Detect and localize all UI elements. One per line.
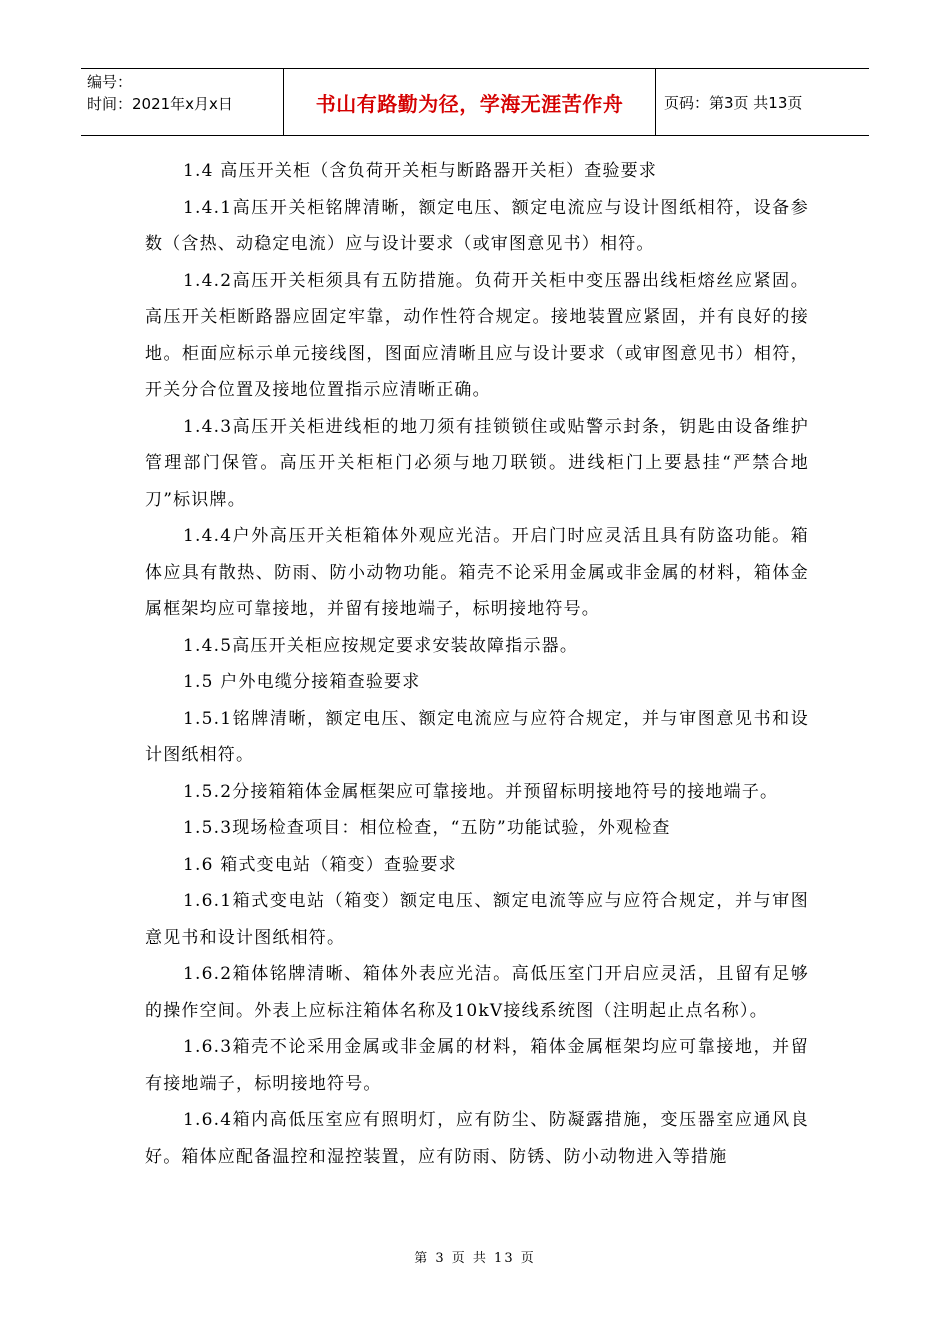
paragraph: 1.6.4箱内高低压室应有照明灯，应有防尘、防凝露措施，变压器室应通风良好。箱体应配备温控和湿控装置，应有防雨、防锈、防小动物进入等措施 — [145, 1110, 809, 1167]
paragraph: 1.6.1箱式变电站（箱变）额定电压、额定电流等应与应符合规定，并与审图意见书和设计图纸相符。 — [145, 891, 809, 948]
paragraph: 1.6.3箱壳不论采用金属或非金属的材料，箱体金属框架均应可靠接地，并留有接地端子，标明接地符号。 — [145, 1037, 809, 1094]
paragraph: 1.4.3高压开关柜进线柜的地刀须有挂锁锁住或贴警示封条，钥匙由设备维护管理部门保管。高压开关柜柜门必须与地刀联锁。进线柜门上要悬挂“严禁合地刀”标识牌。 — [145, 416, 809, 510]
paragraph: 1.4.1高压开关柜铭牌清晰，额定电压、额定电流应与设计图纸相符，设备参数（含热、动稳定电流）应与设计要求（或审图意见书）相符。 — [145, 197, 809, 254]
document-body — [145, 153, 809, 1175]
paragraph: 1.4.5高压开关柜应按规定要求安装故障指示器。 — [183, 635, 579, 656]
section-heading: 1.6 箱式变电站（箱变）查验要求 — [183, 854, 457, 875]
paragraph: 1.5.2分接箱箱体金属框架应可靠接地。并预留标明接地符号的接地端子。 — [183, 781, 779, 802]
header-info-cell — [81, 69, 284, 135]
paragraph: 1.6.2箱体铭牌清晰、箱体外表应光洁。高低压室门开启应灵活，且留有足够的操作空间。外表上应标注箱体名称及10kV接线系统图（注明起止点名称）。 — [145, 964, 809, 1021]
document-number-label: 编号： — [87, 73, 133, 91]
paragraph: 1.5.3现场检查项目：相位检查，“五防”功能试验，外观检查 — [183, 818, 671, 838]
page-header — [81, 68, 869, 136]
page-footer: 第 3 页 共 13 页 — [414, 1251, 536, 1266]
paragraph: 1.4.2高压开关柜须具有五防措施。负荷开关柜中变压器出线柜熔丝应紧固。高压开关柜断路器应固定牢靠，动作性符合规定。接地装置应紧固，并有良好的接地。柜面应标示单元接线图，图面应清晰且应与设计要求（或审图意见书）相符，开关分合位置及接地位置指示应清晰正确。 — [145, 270, 809, 400]
header-page-label: 页码：第3页 共13页 — [664, 93, 803, 112]
section-heading: 1.5 户外电缆分接箱查验要求 — [183, 672, 421, 692]
paragraph: 1.5.1铭牌清晰，额定电压、额定电流应与应符合规定，并与审图意见书和设计图纸相符。 — [145, 708, 809, 765]
header-motto: 书山有路勤为径，学海无涯苦作舟 — [284, 69, 656, 135]
paragraph: 1.4.4户外高压开关柜箱体外观应光洁。开启门时应灵活且具有防盗功能。箱体应具有散热、防雨、防小动物功能。箱壳不论采用金属或非金属的材料，箱体金属框架均应可靠接地，并留有接地端子，标明接地符号。 — [145, 526, 809, 619]
document-time-label: 时间：2021年x月x日 — [87, 95, 233, 113]
section-heading: 1.4 高压开关柜（含负荷开关柜与断路器开关柜）查验要求 — [183, 161, 658, 181]
